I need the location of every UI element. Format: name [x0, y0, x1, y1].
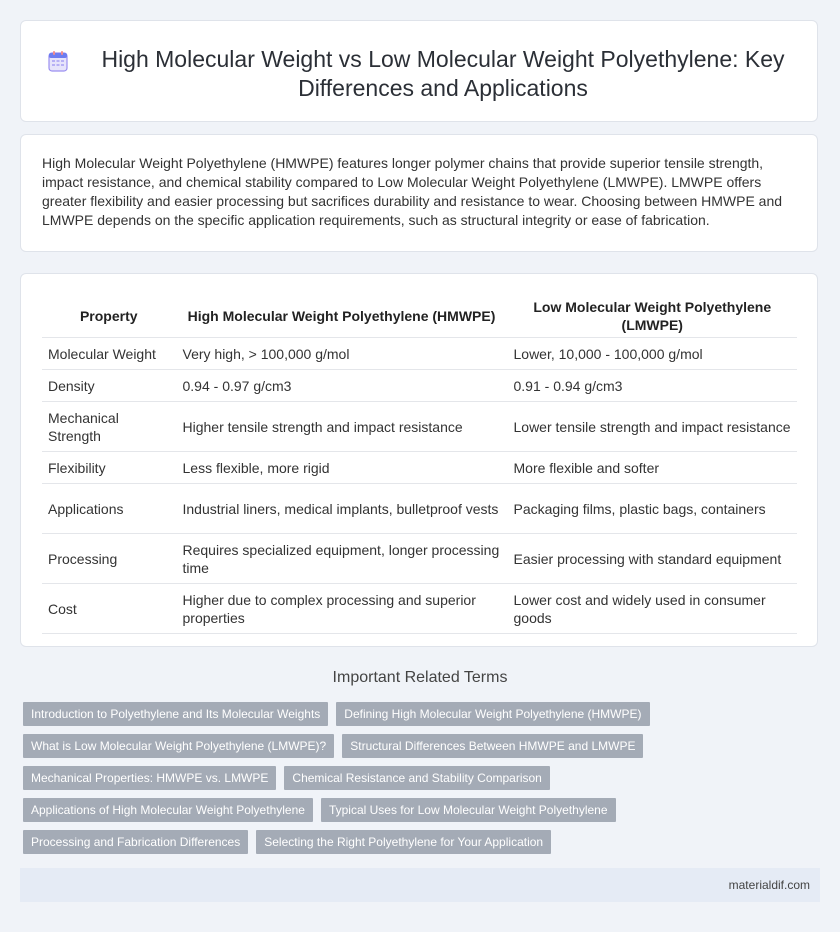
hmwpe-cell: Industrial liners, medical implants, bulletproof vests: [176, 484, 507, 534]
hmwpe-cell: Very high, > 100,000 g/mol: [176, 338, 507, 370]
footer: [20, 868, 820, 902]
related-tag[interactable]: What is Low Molecular Weight Polyethylene (LMWPE)?: [23, 734, 334, 758]
property-cell: Flexibility: [42, 452, 176, 484]
related-tags-row: [23, 798, 616, 822]
related-tags-row: [23, 830, 551, 854]
table-row: [42, 534, 797, 584]
related-tag[interactable]: Processing and Fabrication Differences: [23, 830, 248, 854]
lmwpe-cell: Packaging films, plastic bags, containers: [507, 484, 797, 534]
page-title: High Molecular Weight vs Low Molecular Weight Polyethylene: Key Differences and Applications: [101, 46, 785, 101]
related-tag[interactable]: Selecting the Right Polyethylene for Your Application: [256, 830, 551, 854]
property-cell: Molecular Weight: [42, 338, 176, 370]
table-row: [42, 584, 797, 634]
table-row: [42, 484, 797, 534]
related-tags-row: [23, 734, 643, 758]
related-tag[interactable]: Applications of High Molecular Weight Polyethylene: [23, 798, 313, 822]
hmwpe-cell: 0.94 - 0.97 g/cm3: [176, 370, 507, 402]
table-row: [42, 452, 797, 484]
related-tag[interactable]: Defining High Molecular Weight Polyethylene (HMWPE): [336, 702, 649, 726]
column-header-property: Property: [42, 295, 176, 338]
lmwpe-cell: More flexible and softer: [507, 452, 797, 484]
related-tag[interactable]: Structural Differences Between HMWPE and LMWPE: [342, 734, 643, 758]
property-cell: Mechanical Strength: [42, 402, 176, 452]
hmwpe-cell: Higher due to complex processing and superior properties: [176, 584, 507, 634]
related-tag[interactable]: Introduction to Polyethylene and Its Molecular Weights: [23, 702, 328, 726]
lmwpe-cell: 0.91 - 0.94 g/cm3: [507, 370, 797, 402]
related-tag[interactable]: Mechanical Properties: HMWPE vs. LMWPE: [23, 766, 276, 790]
hmwpe-cell: Higher tensile strength and impact resistance: [176, 402, 507, 452]
hmwpe-cell: Less flexible, more rigid: [176, 452, 507, 484]
lmwpe-cell: Lower, 10,000 - 100,000 g/mol: [507, 338, 797, 370]
table-header-row: [42, 295, 797, 338]
hmwpe-cell: Requires specialized equipment, longer processing time: [176, 534, 507, 584]
table-row: [42, 370, 797, 402]
related-tags-row: [23, 766, 550, 790]
related-terms-heading: Important Related Terms: [332, 669, 508, 686]
table-row: [42, 338, 797, 370]
comparison-table-card: [20, 273, 818, 647]
comparison-table: [42, 295, 797, 634]
property-cell: Density: [42, 370, 176, 402]
lmwpe-cell: Lower cost and widely used in consumer goods: [507, 584, 797, 634]
related-tag[interactable]: Chemical Resistance and Stability Comparison: [284, 766, 549, 790]
footer-site-name: materialdif.com: [728, 878, 810, 892]
table-row: [42, 402, 797, 452]
related-tags-row: [23, 702, 650, 726]
column-header-lmwpe: Low Molecular Weight Polyethylene (LMWPE): [507, 295, 797, 338]
property-cell: Cost: [42, 584, 176, 634]
title-card: [20, 20, 818, 122]
intro-paragraph: High Molecular Weight Polyethylene (HMWPE) features longer polymer chains that provide superior tensile strength, impact resistance, and chemical stability compared to Low Molecular Weight Polyethylene (LMWPE). LMWPE offers greater flexibility and easier processing but sacrifices durability and resistance to wear. Choosing between HMWPE and LMWPE depends on the specific application requirements, such as structural integrity or ease of fabrication.: [42, 155, 783, 228]
intro-card: [20, 134, 818, 252]
calendar-icon: [48, 50, 68, 72]
related-tag[interactable]: Typical Uses for Low Molecular Weight Polyethylene: [321, 798, 616, 822]
lmwpe-cell: Easier processing with standard equipment: [507, 534, 797, 584]
lmwpe-cell: Lower tensile strength and impact resistance: [507, 402, 797, 452]
property-cell: Processing: [42, 534, 176, 584]
column-header-hmwpe: High Molecular Weight Polyethylene (HMWPE): [176, 295, 507, 338]
property-cell: Applications: [42, 484, 176, 534]
